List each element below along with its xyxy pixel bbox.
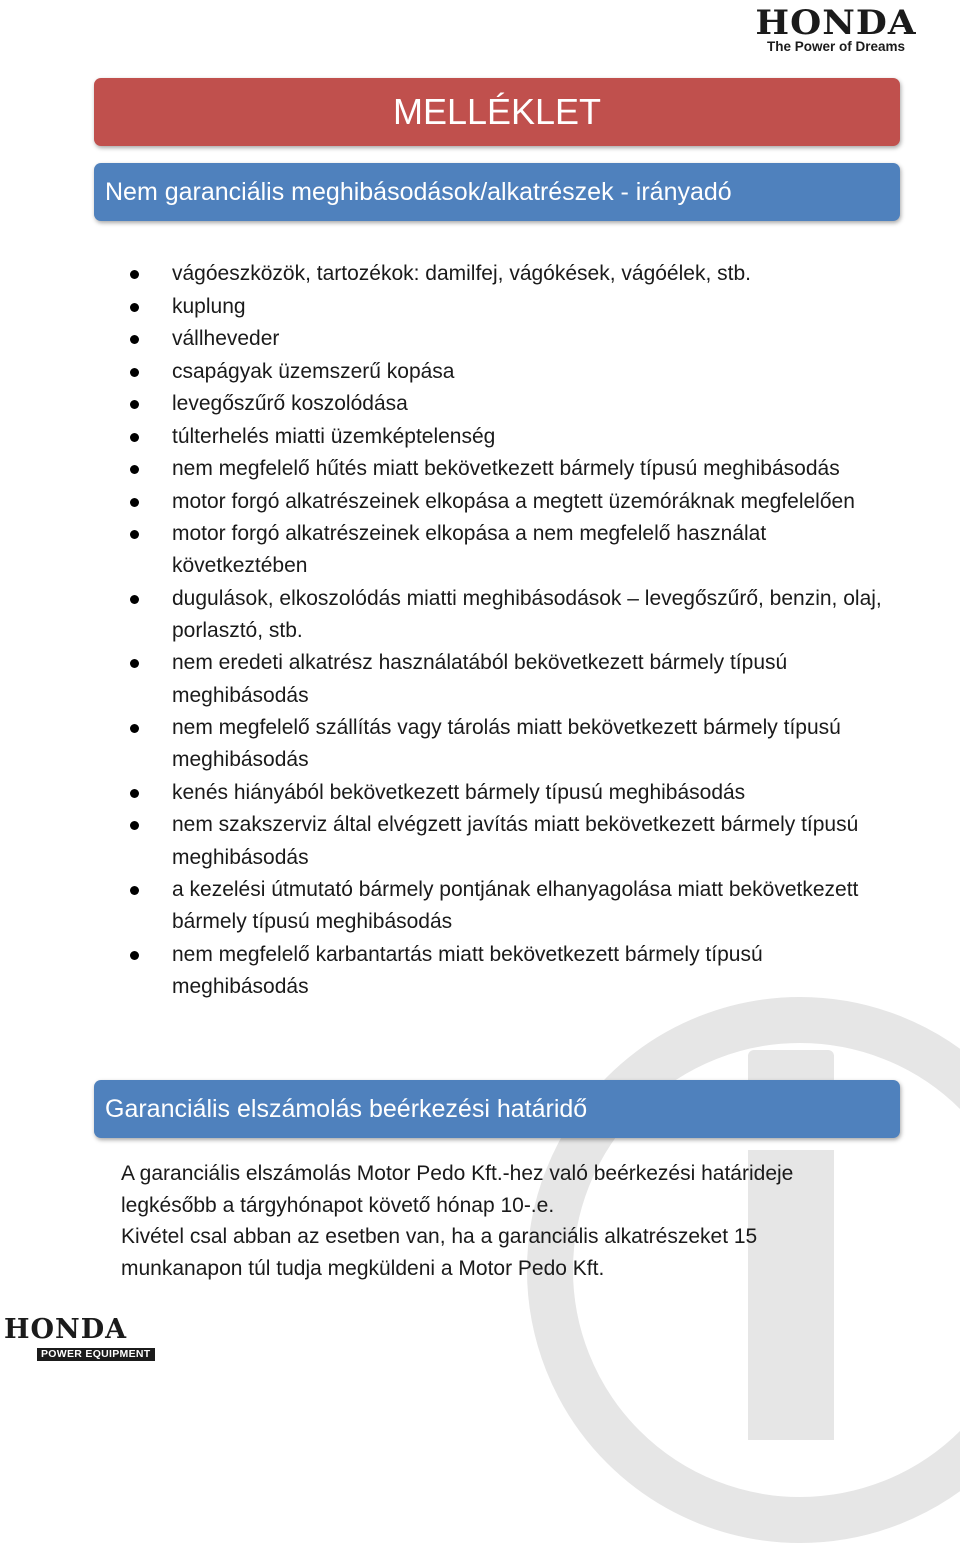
- list-item: [130, 453, 890, 485]
- list-item: [130, 291, 890, 323]
- list-item: [130, 388, 890, 420]
- bullet-dot-icon: [130, 433, 139, 442]
- list-item: [130, 712, 890, 776]
- list-item: [130, 583, 890, 647]
- list-item: [130, 518, 890, 582]
- list-item-text: levegőszűrő koszolódása: [172, 392, 408, 415]
- exception-paragraph: Kivétel csal abban az esetben van, ha a garanciális alkatrészeket 15 munkanapon túl tudja megküldeni a Motor Pedo Kft.: [121, 1225, 758, 1280]
- bullet-dot-icon: [130, 659, 139, 668]
- list-item: [130, 939, 890, 1003]
- non-warranty-list: [130, 258, 890, 1003]
- list-item-text: csapágyak üzemszerű kopása: [172, 359, 455, 383]
- list-item-text: motor forgó alkatrészeinek elkopása a megtett üzemóráknak megfelelően: [172, 489, 855, 513]
- list-item: [130, 421, 890, 453]
- list-item-text: motor forgó alkatrészeinek elkopása a nem megfelelő használat következtében: [172, 522, 767, 578]
- bullet-dot-icon: [130, 821, 139, 830]
- list-item-text: nem megfelelő karbantartás miatt bekövetkezett bármely típusú meghibásodás: [172, 942, 763, 998]
- list-item: [130, 809, 890, 873]
- bullet-dot-icon: [130, 498, 139, 507]
- list-item-text: nem szakszerviz által elvégzett javítás miatt bekövetkezett bármely típusú meghibásodás: [172, 813, 859, 869]
- list-item: [130, 356, 890, 388]
- honda-logo: [730, 3, 942, 55]
- list-item-text: kuplung: [172, 294, 246, 318]
- honda-tagline: The Power of Dreams: [766, 39, 906, 54]
- deadline-paragraph: A garanciális elszámolás Motor Pedo Kft.-hez való beérkezési határideje legkésőbb a tárgyhónapot követő hónap 10-.e.: [121, 1162, 794, 1217]
- bullet-dot-icon: [130, 886, 139, 895]
- bullet-dot-icon: [130, 951, 139, 960]
- list-item-text: túlterhelés miatti üzemképtelenség: [172, 424, 496, 448]
- list-item-text: nem eredeti alkatrész használatából bekövetkezett bármely típusú meghibásodás: [172, 651, 788, 707]
- bullet-dot-icon: [130, 724, 139, 733]
- list-item: [130, 777, 890, 809]
- bullet-dot-icon: [130, 530, 139, 539]
- bullet-dot-icon: [130, 270, 139, 279]
- bullet-dot-icon: [130, 335, 139, 344]
- list-item: [130, 486, 890, 518]
- footer-honda-wordmark: HONDA: [4, 1314, 128, 1345]
- list-item-text: kenés hiányából bekövetkezett bármely típusú meghibásodás: [172, 780, 746, 804]
- list-item-text: vállheveder: [172, 327, 280, 350]
- bullet-dot-icon: [130, 400, 139, 409]
- list-item: [130, 258, 890, 290]
- list-item-text: nem megfelelő szállítás vagy tárolás miatt bekövetkezett bármely típusú meghibásodás: [172, 716, 841, 772]
- honda-power-equipment-logo: [4, 1316, 172, 1362]
- list-item-text: vágóeszközök, tartozékok: damilfej, vágókések, vágóélek, stb.: [172, 262, 751, 285]
- bullet-dot-icon: [130, 303, 139, 312]
- page-title: MELLÉKLET: [94, 78, 900, 146]
- list-item: [130, 647, 890, 711]
- list-item-text: a kezelési útmutató bármely pontjának elhanyagolása miatt bekövetkezett bármely típusú meghibásodás: [172, 878, 859, 934]
- honda-wordmark: HONDA: [755, 3, 917, 43]
- bullet-dot-icon: [130, 789, 139, 798]
- section-heading-non-warranty: Nem garanciális meghibásodások/alkatrészek - irányadó: [94, 163, 900, 221]
- deadline-text: [121, 1158, 881, 1284]
- bullet-dot-icon: [130, 368, 139, 377]
- section-heading-deadline: Garanciális elszámolás beérkezési határidő: [94, 1080, 900, 1138]
- bullet-dot-icon: [130, 465, 139, 474]
- bullet-dot-icon: [130, 595, 139, 604]
- list-item: [130, 323, 890, 355]
- footer-power-equipment-label: POWER EQUIPMENT: [37, 1348, 155, 1361]
- list-item: [130, 874, 890, 938]
- list-item-text: dugulások, elkoszolódás miatti meghibásodások – levegőszűrő, benzin, olaj, porlasztó, stb.: [172, 586, 882, 642]
- list-item-text: nem megfelelő hűtés miatt bekövetkezett bármely típusú meghibásodás: [172, 457, 840, 480]
